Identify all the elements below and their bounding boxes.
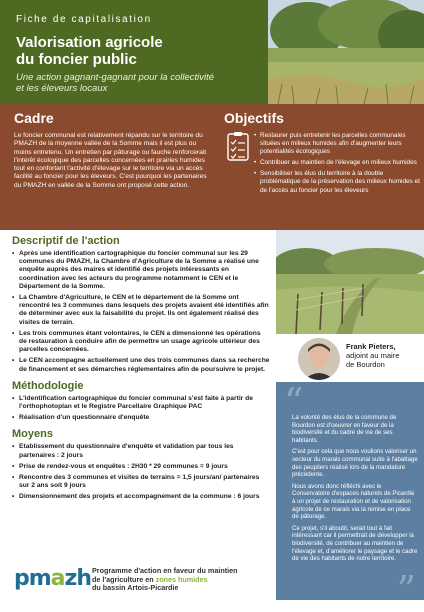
descriptif-item: • Après une identification cartographique du foncier communal sur les 29 communes du PMAZH, la Chambre d'Agriculture de la Somme a réalisé une enquête auprès des maires et identifié des projets intéressants en coordination avec les acteurs du programme notamment le CEN et le Département de la Somme.	[12, 250, 270, 291]
objectifs-list	[254, 132, 420, 198]
moyens-item: • Dimensionnement des projets et accompagnement de la commune : 6 jours	[12, 493, 270, 501]
descriptif-item: • La Chambre d'Agriculture, le CEN et le département de la Somme ont rencontré les 3 communes dans lesquels des projets avaient été identifiés afin de déterminer avec eux la faisabilité du projet. Ils ont également réalisé des visites de terrain.	[12, 294, 270, 327]
moyens-item: • Rencontre des 3 communes et visites de terrains = 1,5 jours/an/ partenaires sur 2 ans soit 9 jours	[12, 474, 270, 490]
close-quote-icon: ”	[396, 568, 416, 612]
page-title	[16, 34, 266, 68]
program-line-3: du bassin Artois-Picardie	[92, 583, 179, 592]
quote-paragraph: Ce projet, s'il aboutit, serait tout à fait intéressant car il permettrait de développer la biodiversité, de contribuer au maintien de l'élevage et, d'améliorer le paysage et le cadre de vie des habitants de notre territoire.	[292, 524, 418, 563]
objectif-item: • Contribuer au maintien de l'élevage en milieux humides	[254, 159, 420, 167]
descriptif-heading: Descriptif de l'action	[12, 235, 120, 247]
person-caption	[346, 342, 418, 369]
program-line-1: Programme d'action en faveur du maintien	[92, 566, 238, 575]
pmazh-logo: pmazh	[14, 566, 91, 591]
subtitle-line-1: Une action gagnant-gagnant pour la collectivité	[16, 72, 215, 83]
meadow-photo-graphic	[268, 0, 424, 104]
open-quote-icon: “	[284, 380, 304, 424]
methodologie-item: • Réalisation d'un questionnaire d'enquête	[12, 414, 270, 422]
cadre-text: Le foncier communal est relativement répandu sur le territoire du PMAZH de la moyenne vallée de la Somme mais il est plus ou moins entretenu. Un entretien par pâturage ou fauche renforcerait l'intérêt écologique des parcelles concernées en prairies humides tout en confortant l'activité d'élevage sur le territoire via un accès facilité au foncier pour les éleveurs. C'est pourquoi les partenaires du PMAZH en vallée de la Somme ont proposé cette action.	[14, 132, 207, 189]
header-banner	[0, 0, 424, 104]
program-caption	[92, 567, 272, 593]
methodologie-item: • L'identification cartographique du foncier communal s'est faite à partir de l'orthophotoplan et le Registre Parcellaire Graphique PAC	[12, 395, 270, 411]
methodologie-list	[12, 395, 270, 423]
program-line-2a: de l'agriculture en	[92, 574, 156, 584]
title-line-1: Valorisation agricole	[16, 34, 163, 51]
moyens-heading: Moyens	[12, 428, 53, 441]
pasture-photo	[276, 230, 424, 334]
quote-text	[292, 414, 418, 567]
moyens-item: • Etablissement du questionnaire d'enquête et validation par tous les partenaires : 2 jours	[12, 443, 270, 459]
moyens-list	[12, 443, 270, 501]
main-column	[12, 230, 270, 505]
header-photo-meadow	[268, 0, 424, 104]
avatar	[298, 338, 340, 380]
objectifs-heading: Objectifs	[224, 110, 284, 126]
person-name: Frank Pieters,	[346, 342, 396, 351]
checklist-icon	[226, 132, 252, 162]
person-role-line-2: de Bourdon	[346, 360, 385, 369]
objectif-item: • Restaurer puis entretenir les parcelles communales situées en milieux humides afin d'augmenter leurs potentialités écologiques	[254, 132, 420, 156]
objectifs-section	[224, 110, 420, 194]
cadre-section	[14, 110, 212, 190]
methodologie-heading: Méthodologie	[12, 379, 84, 392]
descriptif-list	[12, 250, 270, 374]
quote-paragraph: C'est pour cela que nous voulions valoriser un secteur du marais communal suite à l'abattage des peupliers réalisé lors de la mandature précédente.	[292, 448, 418, 479]
quote-paragraph: Nous avons donc réfléchi avec le Conservatoire d'espaces naturels de Picardie à un projet de restauration et de valorisation agricole de ce marais via la remise en place de pâturage.	[292, 482, 415, 521]
descriptif-item: • Les trois communes étant volontaires, le CEN a dimensionné les opérations de restauration à conduire afin de permettre un usage agricole ultérieur des parcelles concernées.	[12, 330, 270, 355]
page-subtitle	[16, 72, 266, 94]
kicker: Fiche de capitalisation	[16, 14, 152, 25]
title-line-2: du foncier public	[16, 51, 137, 68]
descriptif-item: • Le CEN accompagne actuellement une des trois communes dans sa recherche de financement et ses démarches réglementaires afin de poursuivre le projet.	[12, 357, 270, 373]
testimonial-quote	[276, 380, 424, 612]
subtitle-line-2: et les éleveurs locaux	[16, 83, 108, 94]
pasture-photo-graphic	[276, 230, 424, 334]
quote-paragraph: La volonté des élus de la commune de Bourdon est d'oeuvrer en faveur de la biodiversité et du cadre de vie de ses habitants.	[292, 414, 397, 444]
objectif-item: • Sensibiliser les élus du territoire à la double problématique de la préservation des milieux humides et de l'accès au foncier pour les éleveurs	[254, 170, 420, 194]
header-text	[16, 14, 266, 94]
moyens-item: • Prise de rendez-vous et enquêtes : 2H30 * 29 communes = 9 jours	[12, 463, 270, 471]
context-band	[0, 104, 424, 230]
cadre-heading: Cadre	[14, 110, 54, 126]
person-role-line-1: adjoint au maire	[346, 351, 400, 360]
program-line-2-highlight: zones humides	[155, 574, 208, 584]
